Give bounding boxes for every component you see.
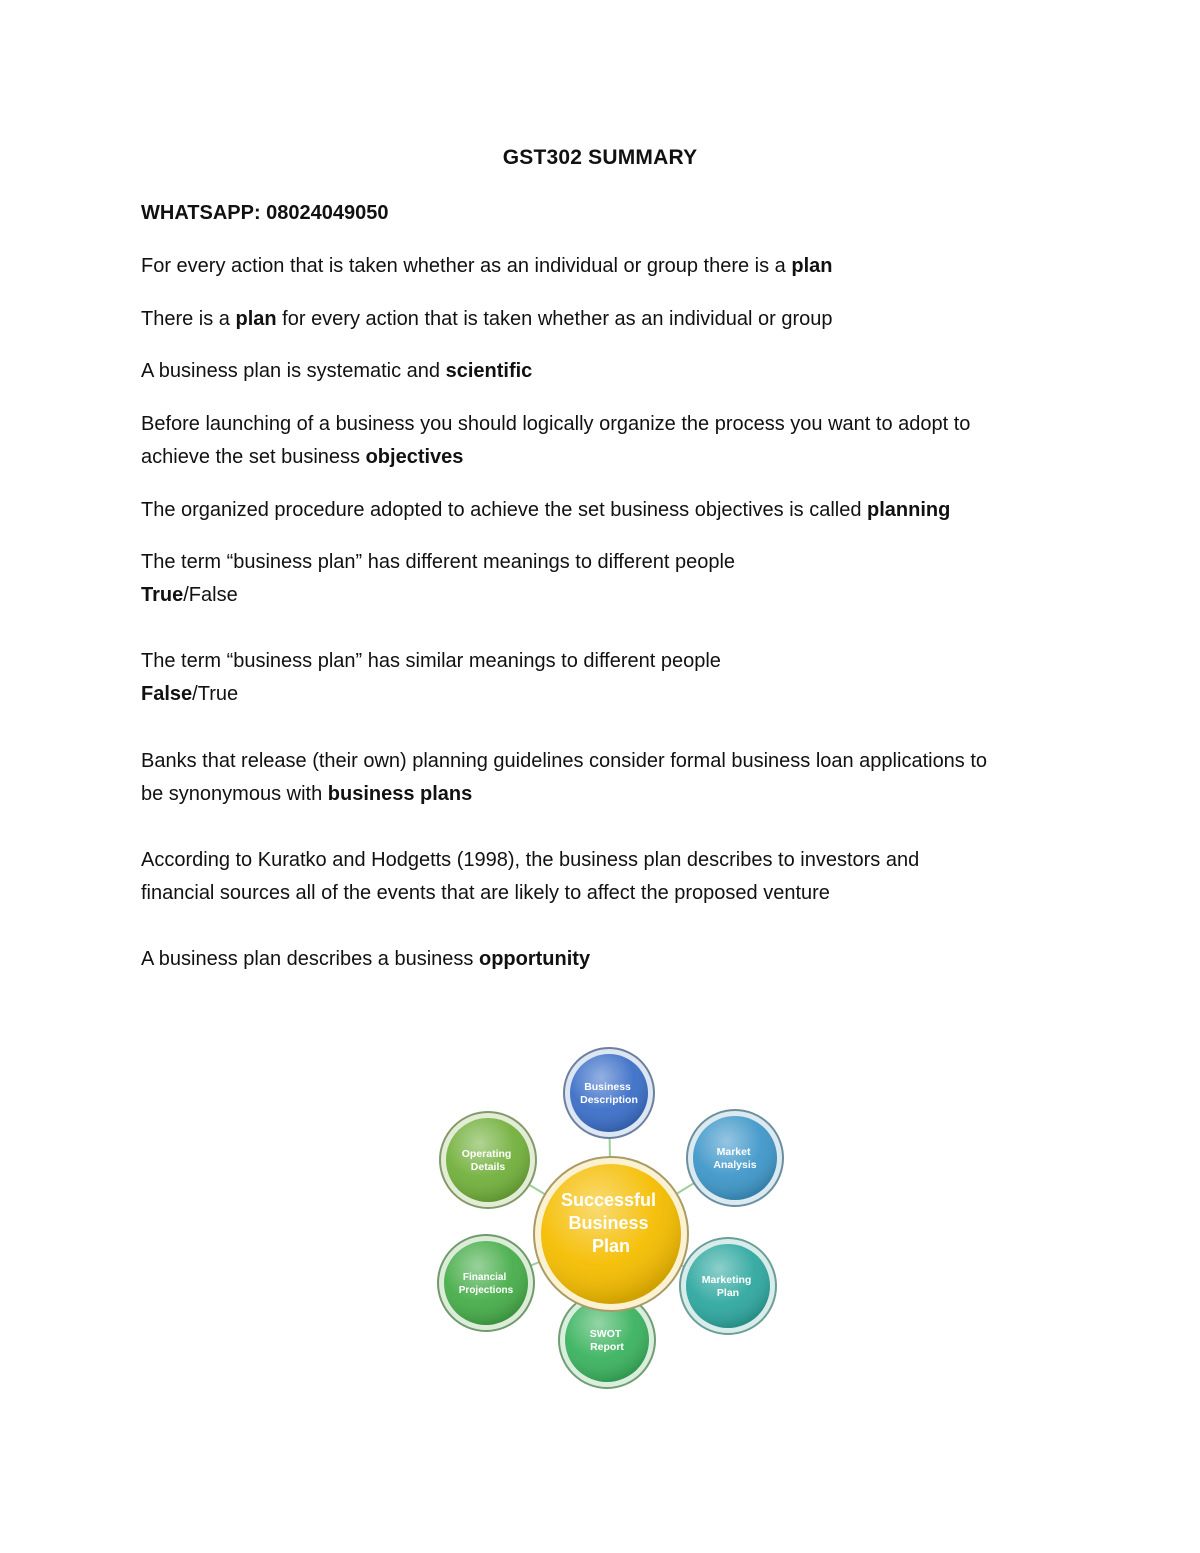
node-financial-projections	[438, 1235, 534, 1331]
business-plan-diagram	[430, 1040, 800, 1400]
paragraph-10: A business plan describes a business opportunity	[141, 948, 591, 970]
paragraph-6: The term “business plan” has different meanings to different people True/False	[141, 551, 736, 606]
node-successful-business-plan	[534, 1157, 688, 1311]
node-business-description	[564, 1048, 654, 1138]
paragraph-5: The organized procedure adopted to achieve the set business objectives is called planning	[141, 499, 951, 521]
page-title: GST302 SUMMARY	[502, 146, 698, 169]
paragraph-2: There is a plan for every action that is taken whether as an individual or group	[141, 308, 833, 330]
node-marketing-plan	[680, 1238, 776, 1334]
svg-text:Operating Details: Operating Details	[461, 1148, 512, 1173]
paragraph-7: The term “business plan” has similar meanings to different people False/True	[141, 650, 721, 705]
whatsapp-contact: WHATSAPP: 08024049050	[141, 202, 389, 224]
node-operating-details	[440, 1112, 536, 1208]
svg-text:Marketing Plan: Marketing Plan	[701, 1274, 752, 1299]
svg-text:Successful Business: Successful Business Plan	[560, 1190, 657, 1256]
svg-text:Business Description: Business Description	[580, 1081, 638, 1106]
paragraph-1: For every action that is taken whether as an individual or group there is a plan	[141, 255, 833, 277]
svg-text:SWOT Report: SWOT Report	[589, 1328, 624, 1353]
svg-text:Market Analysis: Market Analysis	[713, 1146, 757, 1171]
node-market-analysis	[687, 1110, 783, 1206]
paragraph-4: Before launching of a business you should logically organize the process you want to adopt to achieve the set business objectives	[141, 413, 971, 468]
paragraph-9: According to Kuratko and Hodgetts (1998), the business plan describes to investors and financial sources all of the events that are likely to affect the proposed venture	[141, 849, 920, 904]
paragraph-3: A business plan is systematic and scientific	[141, 360, 533, 382]
svg-text:Financial Projection: Financial Projections	[458, 1272, 514, 1296]
paragraph-8: Banks that release (their own) planning guidelines consider formal business loan applications to be synonymous with business plans	[141, 750, 988, 805]
